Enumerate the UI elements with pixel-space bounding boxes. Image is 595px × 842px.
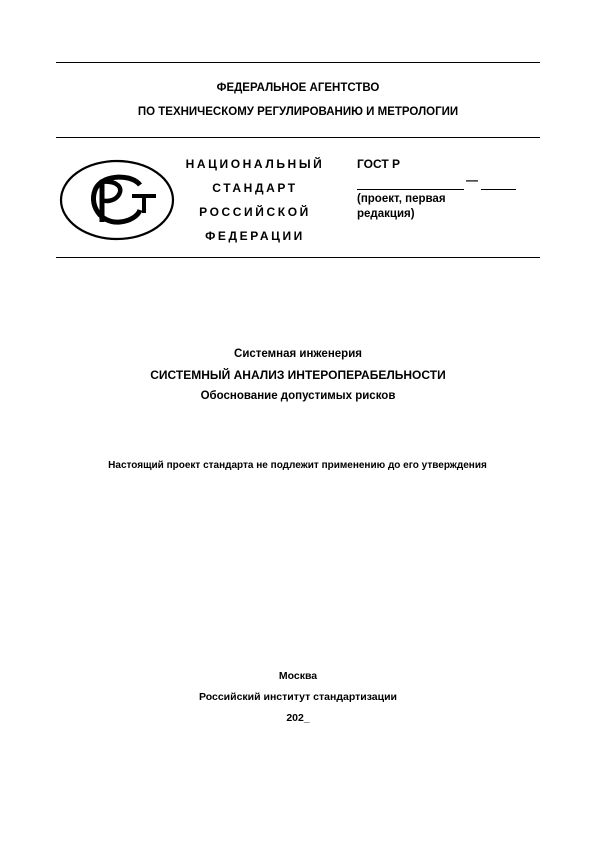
publication-footer bbox=[56, 666, 540, 729]
header-divider-rule bbox=[56, 137, 540, 138]
title-line-2: СИСТЕМНЫЙ АНАЛИЗ ИНТЕРОПЕРАБЕЛЬНОСТИ bbox=[150, 368, 446, 382]
agency-header bbox=[56, 76, 540, 124]
national-standard-line-3: РОССИЙСКОЙ bbox=[199, 205, 311, 219]
rst-certification-mark-icon bbox=[58, 158, 176, 242]
footer-city: Москва bbox=[278, 670, 318, 682]
agency-line-2: ПО ТЕХНИЧЕСКОМУ РЕГУЛИРОВАНИЮ И МЕТРОЛОГИИ bbox=[137, 106, 459, 118]
title-line-1: Системная инженерия bbox=[234, 348, 362, 360]
footer-publisher: Российский институт стандартизации bbox=[198, 691, 398, 703]
document-title bbox=[56, 344, 540, 407]
gost-designation: ГОСТ Р bbox=[357, 157, 401, 171]
national-standard-line-2: СТАНДАРТ bbox=[212, 181, 298, 195]
draft-edition-note: (проект, первая редакция) bbox=[357, 193, 446, 220]
national-standard-line-1: НАЦИОНАЛЬНЫЙ bbox=[185, 157, 325, 171]
draft-notice: Настоящий проект стандарта не подлежит применению до его утверждения bbox=[108, 460, 487, 471]
gost-number-blank bbox=[357, 189, 464, 190]
agency-line-1: ФЕДЕРАЛЬНОЕ АГЕНТСТВО bbox=[216, 82, 380, 94]
footer-year: 202_ bbox=[286, 712, 310, 724]
title-line-3: Обоснование допустимых рисков bbox=[200, 390, 396, 402]
gost-year-blank bbox=[481, 189, 516, 190]
national-standard-line-4: ФЕДЕРАЦИИ bbox=[205, 229, 305, 243]
national-standard-block bbox=[170, 152, 340, 248]
bottom-header-rule bbox=[56, 257, 540, 258]
gost-number-separator: — bbox=[466, 173, 478, 187]
top-rule bbox=[56, 62, 540, 63]
